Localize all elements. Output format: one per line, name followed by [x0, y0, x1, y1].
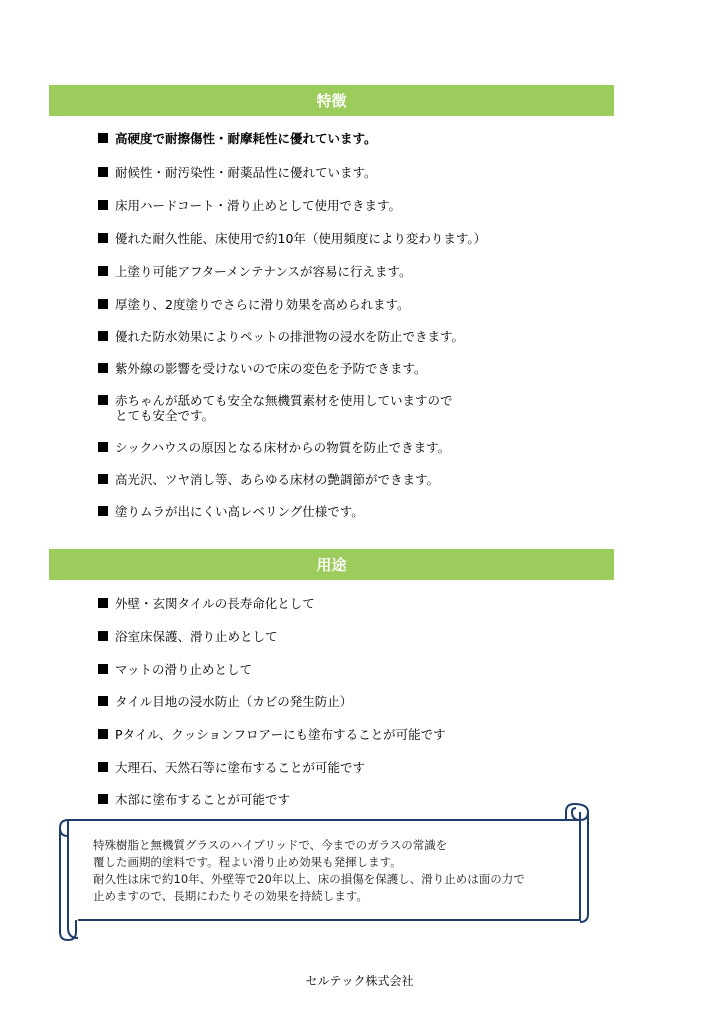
list-item: 優れた防水効果によりペットの排泄物の浸水を防止できます。: [98, 329, 464, 344]
list-item: 木部に塗布することが可能です: [98, 792, 290, 807]
list-item: シックハウスの原因となる床材からの物質を防止できます。: [98, 440, 450, 455]
scroll-text: 特殊樹脂と無機質グラスのハイブリッドで、今までのガラスの常識を 覆した画期的塗料です。程よい滑り止め効果も発揮します。 耐久性は床で約10年、外壁等で20年以上、床の損傷を保護し、滑り止めは面の力で 止めますので、長期にわたりその効果を持続します。: [93, 838, 525, 903]
square-bullet-icon: [98, 331, 108, 341]
list-item: 赤ちゃんが舐めても安全な無機質素材を使用していますので とても安全です。: [98, 393, 453, 423]
square-bullet-icon: [98, 200, 108, 210]
square-bullet-icon: [98, 133, 108, 143]
list-item: 高硬度で耐擦傷性・耐摩耗性に優れています。: [98, 131, 377, 146]
features-heading: 特徴: [316, 92, 347, 110]
list-item: タイル目地の浸水防止（カビの発生防止）: [98, 694, 352, 709]
company-name: セルテック株式会社: [305, 974, 414, 988]
features-heading-bar: [49, 85, 614, 116]
list-item: 上塗り可能アフターメンテナンスが容易に行えます。: [98, 264, 412, 279]
square-bullet-icon: [98, 729, 108, 739]
square-bullet-icon: [98, 762, 108, 772]
list-item: 高光沢、ツヤ消し等、あらゆる床材の艶調節ができます。: [98, 472, 439, 487]
square-bullet-icon: [98, 631, 108, 641]
square-bullet-icon: [98, 442, 108, 452]
square-bullet-icon: [98, 506, 108, 516]
square-bullet-icon: [98, 598, 108, 608]
list-item: 大理石、天然石等に塗布することが可能です: [98, 760, 365, 775]
square-bullet-icon: [98, 474, 108, 484]
list-item: 耐候性・耐汚染性・耐薬品性に優れています。: [98, 165, 377, 180]
square-bullet-icon: [98, 299, 108, 309]
uses-heading: 用途: [316, 556, 347, 574]
list-item: Pタイル、クッションフロアーにも塗布することが可能です: [98, 727, 446, 742]
square-bullet-icon: [98, 696, 108, 706]
list-item: 床用ハードコート・滑り止めとして使用できます。: [98, 198, 401, 213]
square-bullet-icon: [98, 233, 108, 243]
list-item: 外壁・玄関タイルの長寿命化として: [98, 596, 315, 611]
list-item: 紫外線の影響を受けないので床の変色を予防できます。: [98, 361, 427, 376]
list-item: 浴室床保護、滑り止めとして: [98, 629, 278, 644]
uses-heading-bar: [49, 549, 614, 580]
list-item: 厚塗り、2度塗りでさらに滑り効果を高められます。: [98, 297, 409, 312]
square-bullet-icon: [98, 266, 108, 276]
list-item: マットの滑り止めとして: [98, 662, 252, 677]
list-item: 塗りムラが出にくい高レベリング仕様です。: [98, 504, 364, 519]
square-bullet-icon: [98, 664, 108, 674]
list-item: 優れた耐久性能、床使用で約10年（使用頻度により変わります。）: [98, 231, 486, 246]
square-bullet-icon: [98, 395, 108, 405]
square-bullet-icon: [98, 167, 108, 177]
square-bullet-icon: [98, 363, 108, 373]
